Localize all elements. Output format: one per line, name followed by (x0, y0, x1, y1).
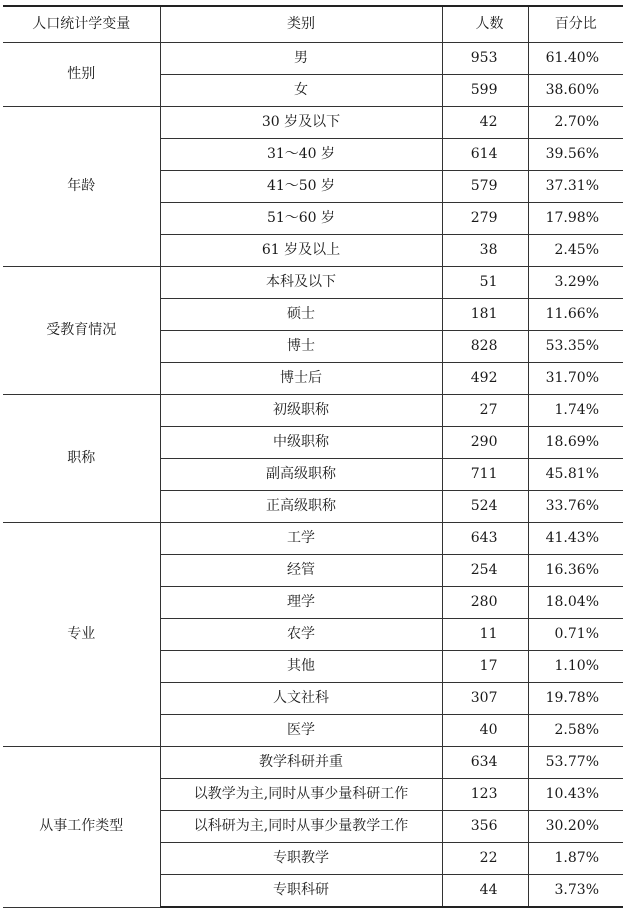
category-cell: 30 岁及以下 (160, 107, 442, 139)
table-row (3, 395, 623, 427)
header-count: 人数 (442, 6, 528, 43)
count-cell: 22 (442, 843, 528, 875)
header-row (3, 6, 623, 43)
percent-cell: 53.77% (528, 747, 623, 779)
count-cell: 307 (442, 683, 528, 715)
header-variable: 人口统计学变量 (3, 6, 160, 43)
header-category: 类别 (160, 6, 442, 43)
count-cell: 38 (442, 235, 528, 267)
percent-cell: 18.69% (528, 427, 623, 459)
category-cell: 51～60 岁 (160, 203, 442, 235)
count-cell: 17 (442, 651, 528, 683)
percent-cell: 0.71% (528, 619, 623, 651)
table-row (3, 107, 623, 139)
category-cell: 农学 (160, 619, 442, 651)
category-cell: 硕士 (160, 299, 442, 331)
percent-cell: 1.74% (528, 395, 623, 427)
count-cell: 290 (442, 427, 528, 459)
count-cell: 51 (442, 267, 528, 299)
percent-cell: 2.58% (528, 715, 623, 747)
table-row (3, 267, 623, 299)
category-cell: 教学科研并重 (160, 747, 442, 779)
percent-cell: 3.73% (528, 875, 623, 908)
variable-cell: 年龄 (3, 107, 160, 267)
percent-cell: 38.60% (528, 75, 623, 107)
count-cell: 27 (442, 395, 528, 427)
percent-cell: 41.43% (528, 523, 623, 555)
category-cell: 其他 (160, 651, 442, 683)
header-percent: 百分比 (528, 6, 623, 43)
count-cell: 524 (442, 491, 528, 523)
percent-cell: 19.78% (528, 683, 623, 715)
count-cell: 123 (442, 779, 528, 811)
category-cell: 专职教学 (160, 843, 442, 875)
count-cell: 279 (442, 203, 528, 235)
percent-cell: 17.98% (528, 203, 623, 235)
count-cell: 614 (442, 139, 528, 171)
count-cell: 11 (442, 619, 528, 651)
percent-cell: 11.66% (528, 299, 623, 331)
percent-cell: 16.36% (528, 555, 623, 587)
variable-cell: 性别 (3, 43, 160, 107)
percent-cell: 31.70% (528, 363, 623, 395)
percent-cell: 37.31% (528, 171, 623, 203)
count-cell: 579 (442, 171, 528, 203)
percent-cell: 1.10% (528, 651, 623, 683)
count-cell: 356 (442, 811, 528, 843)
count-cell: 44 (442, 875, 528, 908)
count-cell: 42 (442, 107, 528, 139)
count-cell: 711 (442, 459, 528, 491)
category-cell: 31～40 岁 (160, 139, 442, 171)
variable-cell: 受教育情况 (3, 267, 160, 395)
category-cell: 本科及以下 (160, 267, 442, 299)
category-cell: 副高级职称 (160, 459, 442, 491)
count-cell: 254 (442, 555, 528, 587)
percent-cell: 10.43% (528, 779, 623, 811)
category-cell: 博士 (160, 331, 442, 363)
percent-cell: 2.70% (528, 107, 623, 139)
category-cell: 医学 (160, 715, 442, 747)
count-cell: 492 (442, 363, 528, 395)
count-cell: 181 (442, 299, 528, 331)
table-row (3, 747, 623, 779)
count-cell: 634 (442, 747, 528, 779)
category-cell: 理学 (160, 587, 442, 619)
table-row (3, 523, 623, 555)
table-row (3, 43, 623, 75)
category-cell: 41～50 岁 (160, 171, 442, 203)
category-cell: 经管 (160, 555, 442, 587)
category-cell: 专职科研 (160, 875, 442, 908)
percent-cell: 18.04% (528, 587, 623, 619)
category-cell: 以科研为主,同时从事少量教学工作 (160, 811, 442, 843)
percent-cell: 39.56% (528, 139, 623, 171)
percent-cell: 61.40% (528, 43, 623, 75)
category-cell: 人文社科 (160, 683, 442, 715)
count-cell: 643 (442, 523, 528, 555)
count-cell: 953 (442, 43, 528, 75)
category-cell: 以教学为主,同时从事少量科研工作 (160, 779, 442, 811)
percent-cell: 33.76% (528, 491, 623, 523)
category-cell: 博士后 (160, 363, 442, 395)
category-cell: 中级职称 (160, 427, 442, 459)
percent-cell: 2.45% (528, 235, 623, 267)
percent-cell: 45.81% (528, 459, 623, 491)
variable-cell: 职称 (3, 395, 160, 523)
count-cell: 40 (442, 715, 528, 747)
percent-cell: 53.35% (528, 331, 623, 363)
count-cell: 828 (442, 331, 528, 363)
count-cell: 599 (442, 75, 528, 107)
percent-cell: 3.29% (528, 267, 623, 299)
variable-cell: 专业 (3, 523, 160, 747)
count-cell: 280 (442, 587, 528, 619)
variable-cell: 从事工作类型 (3, 747, 160, 908)
category-cell: 初级职称 (160, 395, 442, 427)
category-cell: 正高级职称 (160, 491, 442, 523)
category-cell: 男 (160, 43, 442, 75)
percent-cell: 30.20% (528, 811, 623, 843)
percent-cell: 1.87% (528, 843, 623, 875)
demographics-table (3, 5, 623, 908)
category-cell: 工学 (160, 523, 442, 555)
category-cell: 61 岁及以上 (160, 235, 442, 267)
table-body (3, 43, 623, 908)
category-cell: 女 (160, 75, 442, 107)
